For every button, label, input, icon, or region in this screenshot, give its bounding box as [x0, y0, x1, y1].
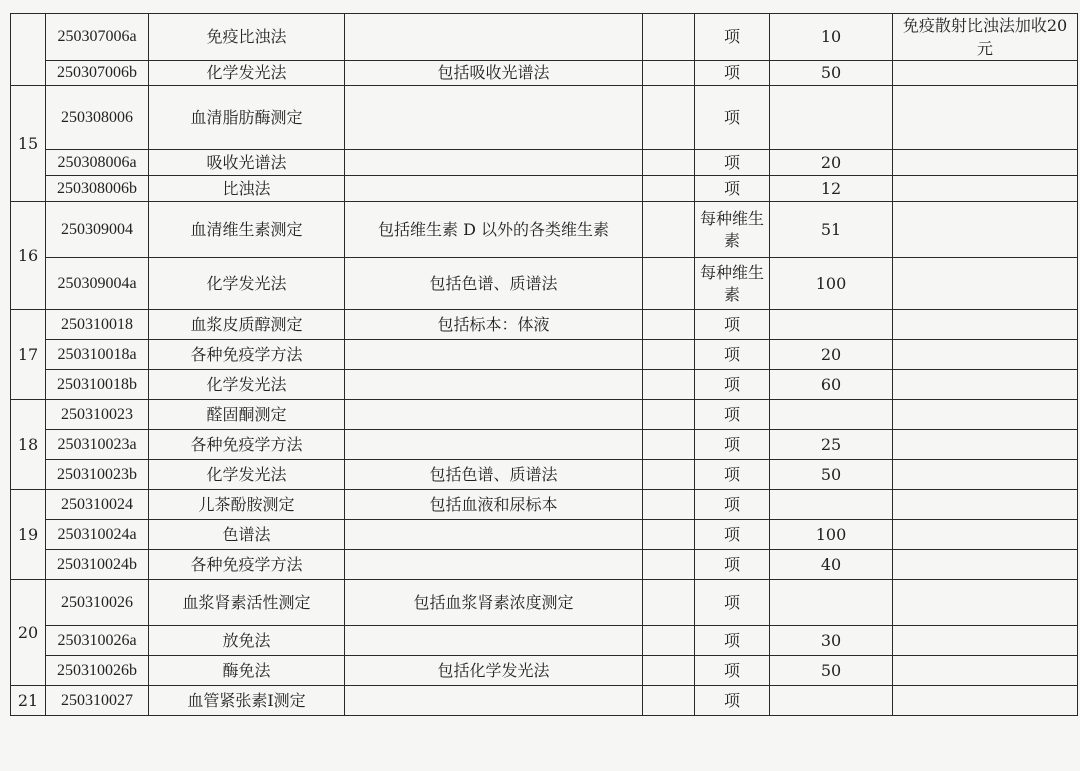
row-number: 21	[11, 686, 46, 716]
row-number: 18	[11, 400, 46, 490]
table-row	[11, 14, 1078, 61]
item-price: 10	[770, 14, 893, 61]
item-price: 50	[770, 656, 893, 686]
row-number: 17	[11, 310, 46, 400]
table-row	[11, 61, 1078, 86]
item-unit: 项	[695, 61, 770, 86]
item-remark	[893, 550, 1078, 580]
item-name: 各种免疫学方法	[149, 340, 345, 370]
item-price: 12	[770, 176, 893, 202]
item-price: 20	[770, 150, 893, 176]
item-unit: 项	[695, 400, 770, 430]
item-price	[770, 686, 893, 716]
item-price: 50	[770, 460, 893, 490]
table-row	[11, 460, 1078, 490]
item-name: 化学发光法	[149, 370, 345, 400]
item-unit: 项	[695, 310, 770, 340]
item-unit: 项	[695, 340, 770, 370]
item-price: 50	[770, 61, 893, 86]
item-content: 包括血液和尿标本	[345, 490, 643, 520]
item-code: 250308006b	[46, 176, 149, 202]
item-price: 51	[770, 202, 893, 258]
item-remark	[893, 86, 1078, 150]
item-remark	[893, 202, 1078, 258]
item-remark	[893, 430, 1078, 460]
table-row	[11, 310, 1078, 340]
item-unit: 项	[695, 370, 770, 400]
item-code: 250310023	[46, 400, 149, 430]
item-name: 血管紧张素Ⅰ测定	[149, 686, 345, 716]
row-number: 20	[11, 580, 46, 686]
item-name: 酶免法	[149, 656, 345, 686]
item-code: 250307006b	[46, 61, 149, 86]
table-row	[11, 150, 1078, 176]
item-content	[345, 14, 643, 61]
item-code: 250310026	[46, 580, 149, 626]
item-unit: 项	[695, 686, 770, 716]
item-code: 250310027	[46, 686, 149, 716]
item-price: 100	[770, 520, 893, 550]
table-row	[11, 550, 1078, 580]
item-content	[345, 430, 643, 460]
row-number	[11, 14, 46, 86]
item-code: 250309004	[46, 202, 149, 258]
item-price: 40	[770, 550, 893, 580]
item-unit: 项	[695, 460, 770, 490]
item-code: 250310024	[46, 490, 149, 520]
item-name: 吸收光谱法	[149, 150, 345, 176]
item-price: 30	[770, 626, 893, 656]
item-name: 化学发光法	[149, 61, 345, 86]
item-price: 20	[770, 340, 893, 370]
table-row	[11, 176, 1078, 202]
blank-cell	[643, 626, 695, 656]
item-unit: 项	[695, 176, 770, 202]
blank-cell	[643, 150, 695, 176]
item-code: 250310023a	[46, 430, 149, 460]
item-code: 250310024b	[46, 550, 149, 580]
item-code: 250309004a	[46, 258, 149, 310]
item-unit: 项	[695, 656, 770, 686]
item-remark	[893, 258, 1078, 310]
blank-cell	[643, 686, 695, 716]
item-remark	[893, 490, 1078, 520]
item-name: 各种免疫学方法	[149, 430, 345, 460]
item-name: 儿茶酚胺测定	[149, 490, 345, 520]
item-price	[770, 310, 893, 340]
item-code: 250310024a	[46, 520, 149, 550]
item-unit: 项	[695, 430, 770, 460]
item-name: 放免法	[149, 626, 345, 656]
blank-cell	[643, 370, 695, 400]
item-price	[770, 400, 893, 430]
item-content	[345, 86, 643, 150]
table-row	[11, 202, 1078, 258]
row-number: 16	[11, 202, 46, 310]
item-remark	[893, 686, 1078, 716]
table-row	[11, 580, 1078, 626]
item-price	[770, 490, 893, 520]
item-unit: 项	[695, 490, 770, 520]
table-row	[11, 370, 1078, 400]
item-unit: 项	[695, 580, 770, 626]
blank-cell	[643, 14, 695, 61]
row-number: 15	[11, 86, 46, 202]
table-row	[11, 86, 1078, 150]
blank-cell	[643, 460, 695, 490]
item-content	[345, 150, 643, 176]
blank-cell	[643, 490, 695, 520]
blank-cell	[643, 580, 695, 626]
item-content: 包括化学发光法	[345, 656, 643, 686]
blank-cell	[643, 430, 695, 460]
item-code: 250310018	[46, 310, 149, 340]
fee-table-body	[11, 14, 1078, 716]
item-remark	[893, 370, 1078, 400]
table-row	[11, 340, 1078, 370]
item-code: 250310026a	[46, 626, 149, 656]
item-remark	[893, 340, 1078, 370]
table-row	[11, 400, 1078, 430]
blank-cell	[643, 258, 695, 310]
table-row	[11, 686, 1078, 716]
item-content	[345, 626, 643, 656]
item-name: 比浊法	[149, 176, 345, 202]
blank-cell	[643, 656, 695, 686]
item-unit: 每种维生素	[695, 202, 770, 258]
blank-cell	[643, 520, 695, 550]
item-price: 25	[770, 430, 893, 460]
item-name: 血清脂肪酶测定	[149, 86, 345, 150]
item-content	[345, 176, 643, 202]
item-price: 60	[770, 370, 893, 400]
item-code: 250307006a	[46, 14, 149, 61]
item-content: 包括吸收光谱法	[345, 61, 643, 86]
item-remark	[893, 656, 1078, 686]
item-content: 包括色谱、质谱法	[345, 258, 643, 310]
item-code: 250310018a	[46, 340, 149, 370]
item-name: 血浆肾素活性测定	[149, 580, 345, 626]
item-name: 免疫比浊法	[149, 14, 345, 61]
item-remark	[893, 580, 1078, 626]
item-content	[345, 520, 643, 550]
item-content: 包括血浆肾素浓度测定	[345, 580, 643, 626]
item-unit: 项	[695, 550, 770, 580]
item-price	[770, 580, 893, 626]
item-name: 醛固酮测定	[149, 400, 345, 430]
item-remark	[893, 310, 1078, 340]
table-row	[11, 626, 1078, 656]
item-remark	[893, 626, 1078, 656]
table-row	[11, 430, 1078, 460]
item-remark	[893, 61, 1078, 86]
item-name: 化学发光法	[149, 460, 345, 490]
item-code: 250310026b	[46, 656, 149, 686]
table-row	[11, 520, 1078, 550]
item-remark	[893, 150, 1078, 176]
blank-cell	[643, 176, 695, 202]
item-remark	[893, 520, 1078, 550]
item-content	[345, 340, 643, 370]
item-code: 250308006a	[46, 150, 149, 176]
item-name: 血浆皮质醇测定	[149, 310, 345, 340]
item-name: 化学发光法	[149, 258, 345, 310]
row-number: 19	[11, 490, 46, 580]
item-remark	[893, 460, 1078, 490]
table-row	[11, 258, 1078, 310]
item-code: 250310023b	[46, 460, 149, 490]
item-content: 包括维生素 D 以外的各类维生素	[345, 202, 643, 258]
item-content	[345, 400, 643, 430]
item-name: 各种免疫学方法	[149, 550, 345, 580]
item-remark	[893, 400, 1078, 430]
blank-cell	[643, 340, 695, 370]
blank-cell	[643, 202, 695, 258]
blank-cell	[643, 310, 695, 340]
blank-cell	[643, 400, 695, 430]
item-unit: 项	[695, 520, 770, 550]
item-unit: 每种维生素	[695, 258, 770, 310]
item-name: 血清维生素测定	[149, 202, 345, 258]
item-price: 100	[770, 258, 893, 310]
item-unit: 项	[695, 14, 770, 61]
blank-cell	[643, 86, 695, 150]
item-content	[345, 370, 643, 400]
item-unit: 项	[695, 150, 770, 176]
table-row	[11, 490, 1078, 520]
fee-table	[10, 13, 1078, 716]
item-remark: 免疫散射比浊法加收20元	[893, 14, 1078, 61]
item-unit: 项	[695, 86, 770, 150]
item-code: 250308006	[46, 86, 149, 150]
item-content	[345, 550, 643, 580]
item-content: 包括标本：体液	[345, 310, 643, 340]
item-remark	[893, 176, 1078, 202]
item-name: 色谱法	[149, 520, 345, 550]
item-price	[770, 86, 893, 150]
item-content: 包括色谱、质谱法	[345, 460, 643, 490]
item-unit: 项	[695, 626, 770, 656]
blank-cell	[643, 61, 695, 86]
item-code: 250310018b	[46, 370, 149, 400]
blank-cell	[643, 550, 695, 580]
item-content	[345, 686, 643, 716]
table-row	[11, 656, 1078, 686]
